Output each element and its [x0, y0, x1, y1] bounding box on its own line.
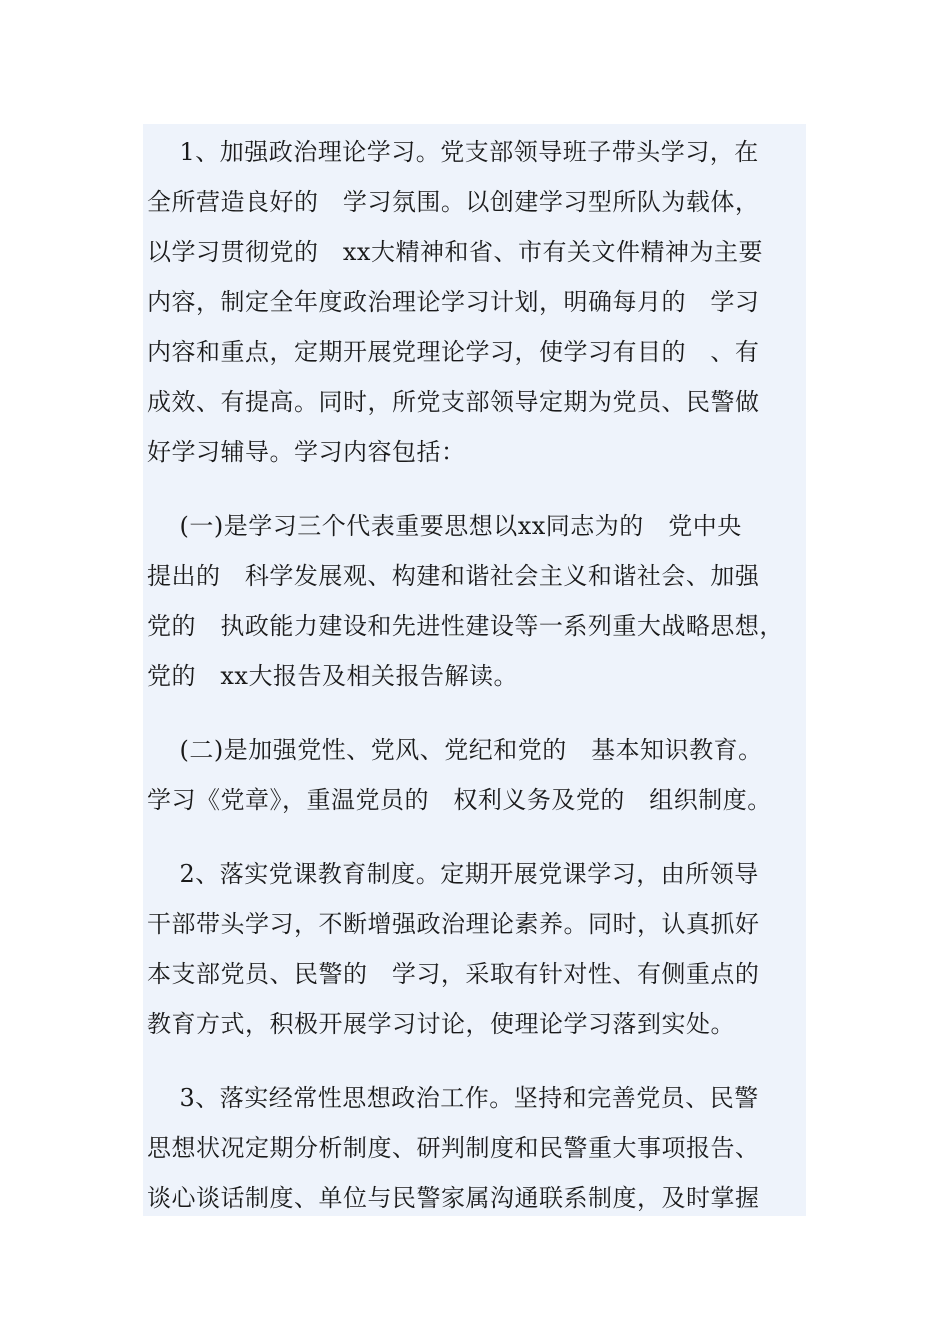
- paragraph-3-line-1: (二)是加强党性、党风、党纪和党的 基本知识教育。: [147, 736, 763, 764]
- paragraph-2-line-4: 党的 xx大报告及相关报告解读。: [147, 662, 518, 690]
- paragraph-1-line-7: 好学习辅导。学习内容包括：: [147, 438, 466, 466]
- paragraph-1-line-4: 内容，制定全年度政治理论学习计划，明确每月的 学习: [147, 288, 760, 316]
- paragraph-3-line-2: 学习《党章》，重温党员的 权利义务及党的 组织制度。: [147, 786, 772, 814]
- paragraph-5-line-1: 3、落实经常性思想政治工作。坚持和完善党员、民警: [147, 1084, 759, 1112]
- paragraph-1-line-5: 内容和重点，定期开展党理论学习，使学习有目的 、有: [147, 338, 760, 366]
- paragraph-4-line-3: 本支部党员、民警的 学习，采取有针对性、有侧重点的: [147, 960, 760, 988]
- paragraph-2-line-2: 提出的 科学发展观、构建和谐社会主义和谐社会、加强: [147, 562, 760, 590]
- paragraph-4-line-4: 教育方式，积极开展学习讨论，使理论学习落到实处。: [147, 1010, 735, 1038]
- paragraph-1-line-1: 1、加强政治理论学习。党支部领导班子带头学习，在: [147, 138, 759, 166]
- paragraph-2-line-1: (一)是学习三个代表重要思想以xx同志为的 党中央: [147, 512, 742, 540]
- paragraph-4-line-2: 干部带头学习，不断增强政治理论素养。同时，认真抓好: [147, 910, 760, 938]
- paragraph-4-line-1: 2、落实党课教育制度。定期开展党课学习，由所领导: [147, 860, 759, 888]
- paragraph-5-line-2: 思想状况定期分析制度、研判制度和民警重大事项报告、: [147, 1134, 760, 1162]
- paragraph-1-line-3: 以学习贯彻党的 xx大精神和省、市有关文件精神为主要: [147, 238, 763, 266]
- paragraph-1-line-2: 全所营造良好的 学习氛围。以创建学习型所队为载体，: [147, 188, 760, 216]
- paragraph-2-line-3: 党的 执政能力建设和先进性建设等一系列重大战略思想，: [147, 612, 784, 640]
- paragraph-1-line-6: 成效、有提高。同时，所党支部领导定期为党员、民警做: [147, 388, 760, 416]
- paragraph-5-line-3: 谈心谈话制度、单位与民警家属沟通联系制度，及时掌握: [147, 1184, 760, 1212]
